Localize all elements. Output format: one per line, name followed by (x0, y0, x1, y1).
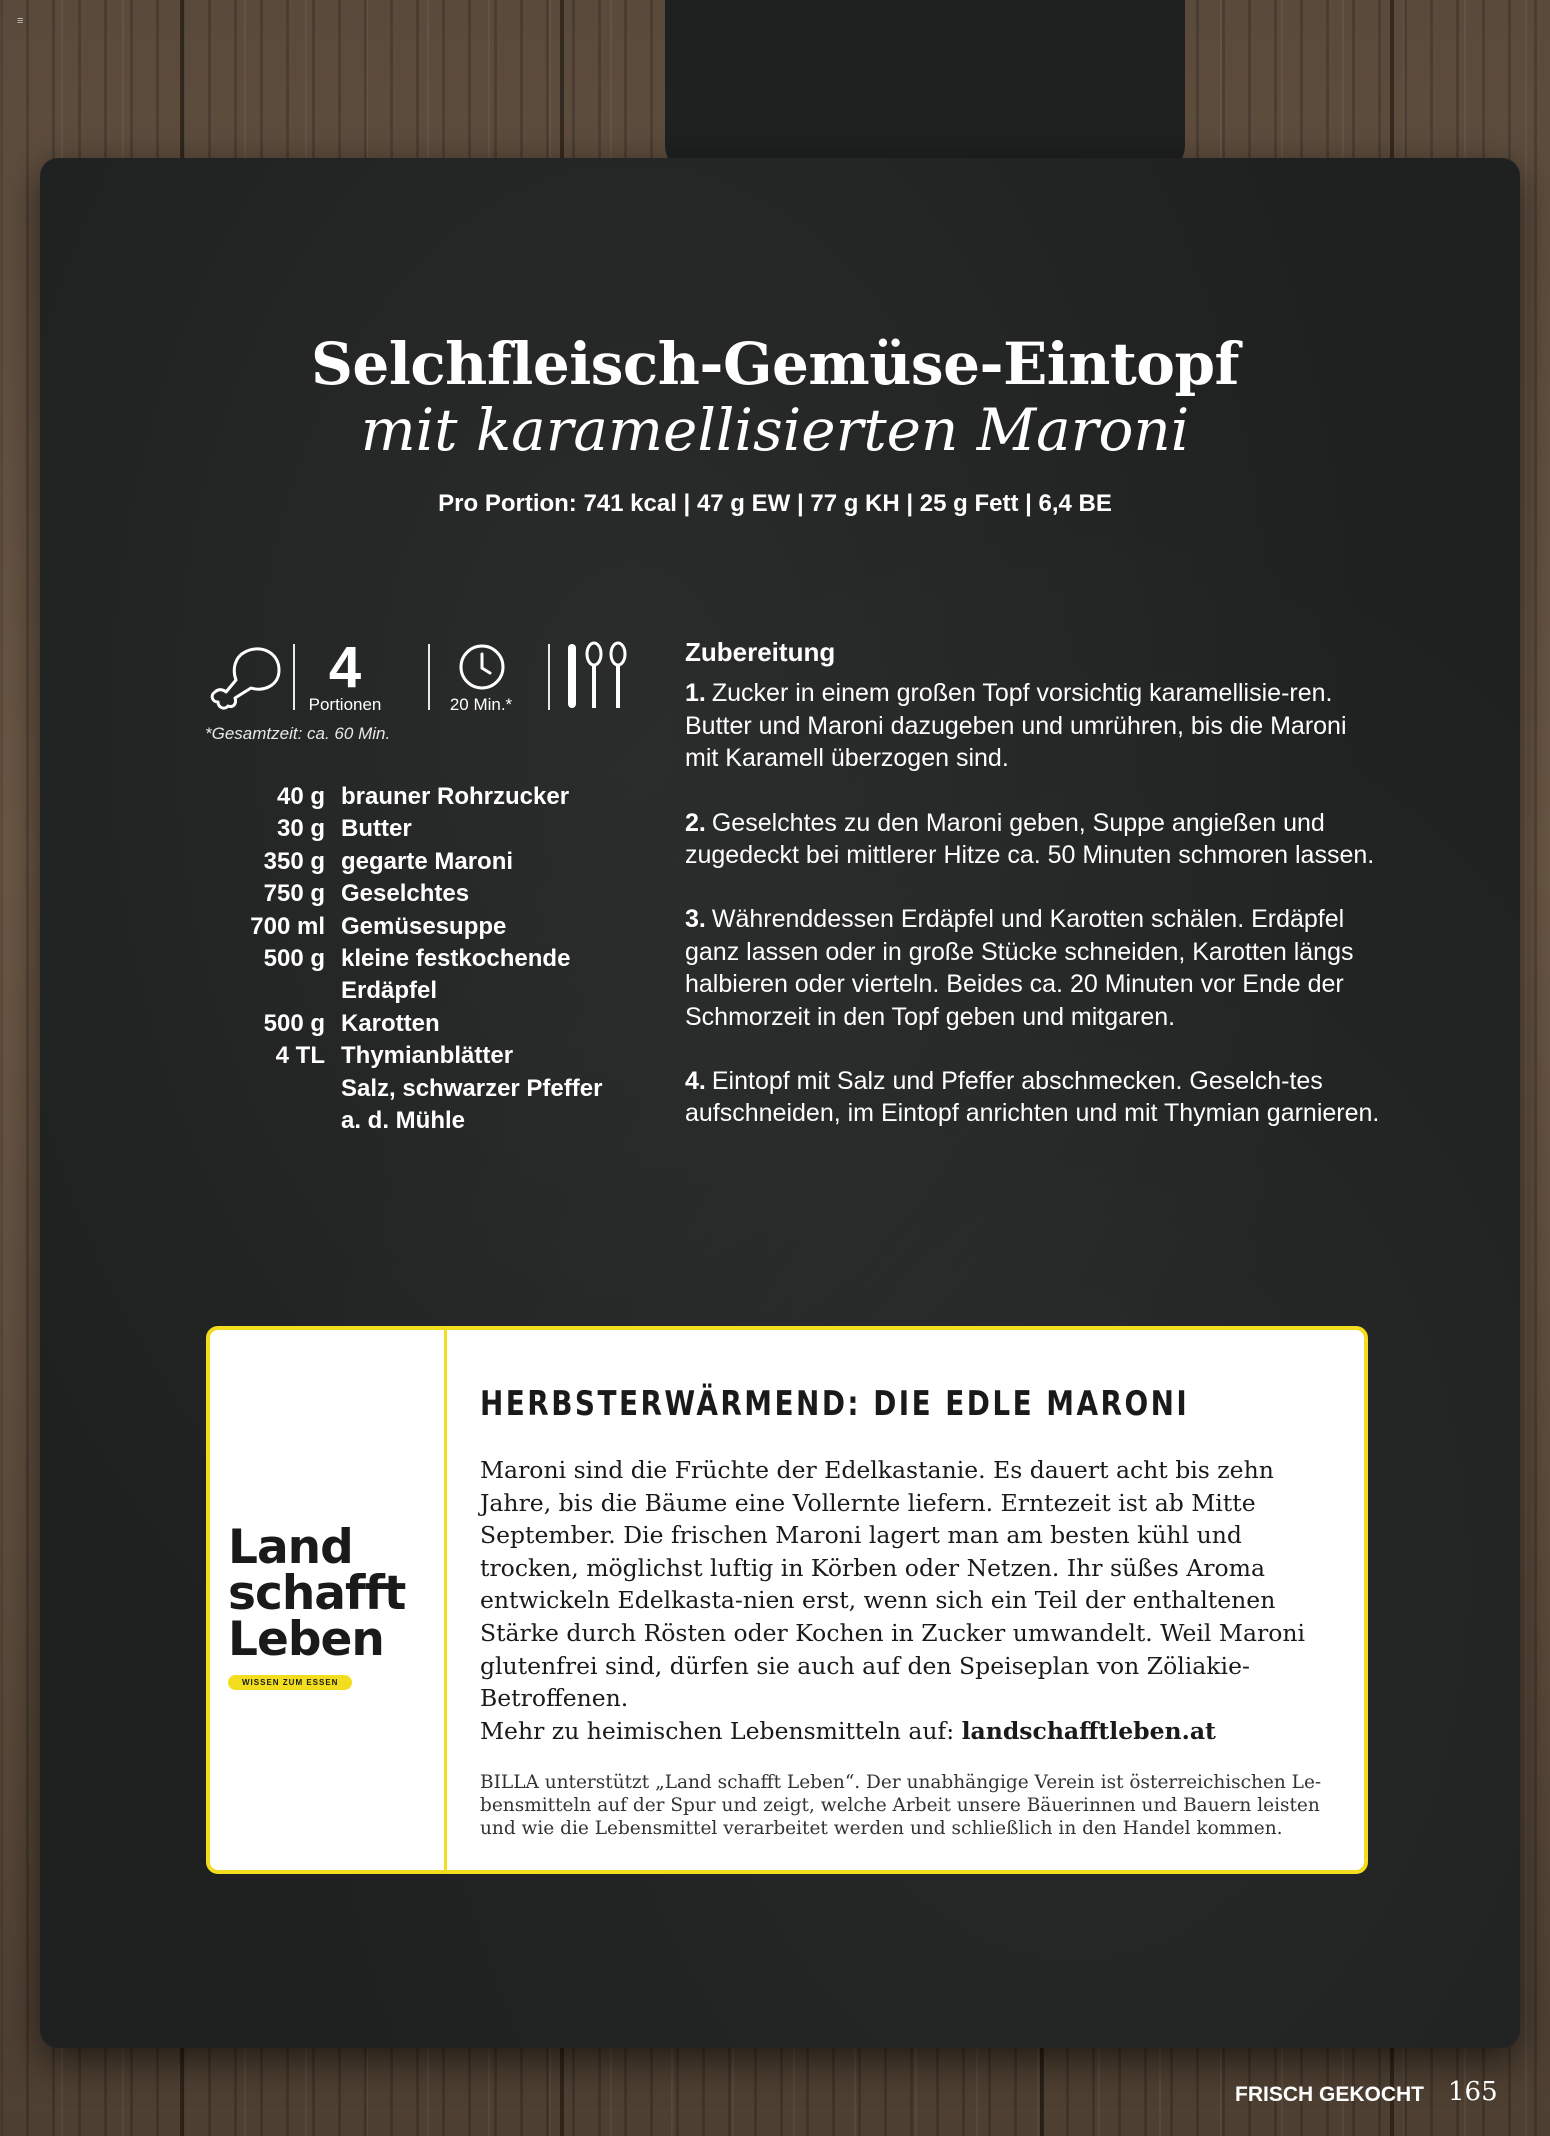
ingredient-amount (222, 1105, 341, 1137)
info-box-heading: HERBSTERWÄRMEND: DIE EDLE MARONI (480, 1384, 1190, 1424)
ingredient-row (222, 781, 662, 813)
ingredient-name: Geselchtes (341, 880, 470, 908)
ingredient-list (222, 781, 662, 1137)
ingredient-name: Thymianblätter (341, 1042, 514, 1070)
ingredient-amount: 750 g (263, 880, 325, 908)
ingredient-amount: 350 g (263, 847, 325, 875)
info-box-content (480, 1384, 1340, 1840)
ingredient-row (222, 943, 662, 975)
ingredient-name: Erdäpfel (341, 977, 438, 1005)
ingredient-row (222, 911, 662, 943)
step-number: 3. (685, 905, 706, 934)
info-box-divider (444, 1330, 447, 1870)
info-body-text: Maroni sind die Früchte der Edelkastanie. Es dauert acht bis zehn Jahre, bis die Bäume eine Vollernte liefern. Erntezeit ist ab Mitte September. Die frischen Maroni lagert man am besten kühl und trocken, möglichst luftig in Körben oder Netzen. Ihr süßes Aroma entwickeln Edelkasta-nien erst, wenn sich ein Teil der enthaltenen Stärke durch Rösten oder Kochen in Zucker umwandelt. Weil Maroni glutenfrei sind, dürfen sie auch auf den Speiseplan von Zöliakie-Betroffenen. (480, 1456, 1306, 1713)
nutrition-info: Pro Portion: 741 kcal | 47 g EW | 77 g KH | 25 g Fett | 6,4 BE (438, 490, 1112, 517)
meta-separator (293, 644, 295, 710)
preparation-step (685, 903, 1385, 1033)
ingredient-amount: 4 TL (275, 1042, 325, 1070)
ingredient-row (222, 813, 662, 845)
info-box-note: BILLA unterstützt „Land schafft Leben“. Der unabhängige Verein ist österreichischen Le-bensmitteln auf der Spur und zeigt, welche Arbeit unsere Bäuerinnen und Bauern leisten und wie die Lebensmittel verarbeitet werden und schließlich in den Handel kommen. (480, 1772, 1322, 1840)
ingredient-amount: 40 g (276, 783, 325, 810)
ingredient-row (222, 846, 662, 878)
logo-tagline: WISSEN ZUM ESSEN (228, 1675, 352, 1690)
ingredient-name: Salz, schwarzer Pfeffer (341, 1074, 603, 1102)
logo-line: Leben (228, 1612, 384, 1667)
ingredient-row (222, 878, 662, 910)
ingredient-row (222, 1040, 662, 1072)
chicken-leg-icon (205, 642, 283, 710)
step-number: 4. (685, 1067, 706, 1096)
meta-separator (428, 644, 430, 710)
ingredient-name: kleine festkochende (341, 944, 571, 972)
time-label: 20 Min.* (449, 695, 513, 714)
step-number: 1. (685, 679, 706, 708)
preparation-heading: Zubereitung (685, 637, 836, 667)
ingredient-name: Karotten (341, 1009, 440, 1037)
menu-icon[interactable]: ≡ (17, 15, 24, 27)
ingredient-amount: 500 g (263, 1009, 325, 1037)
ingredient-amount: 500 g (263, 944, 325, 972)
recipe-title: Selchfleisch-Gemüse-Eintopf (311, 330, 1239, 398)
board-handle (665, 0, 1185, 175)
clock-icon (457, 642, 507, 692)
total-time-note: *Gesamtzeit: ca. 60 Min. (205, 724, 391, 743)
land-schafft-leben-logo (228, 1520, 438, 1690)
ingredient-name: a. d. Mühle (341, 1106, 466, 1134)
page-number: 165 (1448, 2077, 1498, 2107)
ingredient-row (222, 1008, 662, 1040)
ingredient-name: Butter (341, 815, 412, 843)
ingredient-amount: 30 g (276, 815, 325, 843)
ingredient-name: Gemüsesuppe (341, 912, 507, 940)
cutlery-icon (560, 640, 635, 712)
servings-label: Portionen (308, 695, 382, 714)
ingredient-amount (222, 975, 341, 1007)
magazine-section-label: FRISCH GEKOCHT (1235, 2083, 1424, 2106)
info-box (206, 1326, 1368, 1874)
ingredient-row (222, 1073, 662, 1105)
ingredient-name: gegarte Maroni (341, 847, 514, 875)
step-text: Eintopf mit Salz und Pfeffer abschmecken. Geselch-tes aufschneiden, im Eintopf anrichten und mit Thymian garnieren. (685, 1067, 1380, 1128)
info-box-body (480, 1454, 1340, 1747)
preparation-step (685, 807, 1385, 872)
step-number: 2. (685, 808, 706, 837)
landschafftleben-link[interactable]: landschafftleben.at (961, 1716, 1216, 1745)
preparation-step (685, 677, 1385, 774)
servings-count: 4 (328, 635, 362, 700)
recipe-subtitle: mit karamellisierten Maroni (360, 396, 1190, 464)
logo-line: Land (228, 1520, 353, 1575)
step-text: Zucker in einem großen Topf vorsichtig karamellisie-ren. Butter und Maroni dazugeben und umrühren, bis die Maroni mit Karamell überzogen sind. (685, 679, 1347, 773)
meta-separator (548, 644, 550, 710)
logo-line: schafft (228, 1566, 406, 1621)
ingredient-amount: 700 ml (250, 912, 325, 940)
step-text: Währenddessen Erdäpfel und Karotten schälen. Erdäpfel ganz lassen oder in große Stücke schneiden, Karotten längs halbieren oder vierteln. Beides ca. 20 Minuten vor Ende der Schmorzeit in den Topf geben und mitgaren. (685, 905, 1354, 1031)
ingredient-row (222, 975, 662, 1007)
ingredient-name: brauner Rohrzucker (341, 783, 570, 810)
ingredient-amount (222, 1073, 341, 1105)
preparation-step (685, 1065, 1385, 1130)
info-more-prefix: Mehr zu heimischen Lebensmitteln auf: (480, 1716, 962, 1745)
recipe-meta (205, 635, 635, 730)
step-text: Geselchtes zu den Maroni geben, Suppe angießen und zugedeckt bei mittlerer Hitze ca. 50 Minuten schmoren lassen. (685, 808, 1375, 870)
ingredient-row (222, 1105, 662, 1137)
preparation-section (685, 636, 1385, 1162)
